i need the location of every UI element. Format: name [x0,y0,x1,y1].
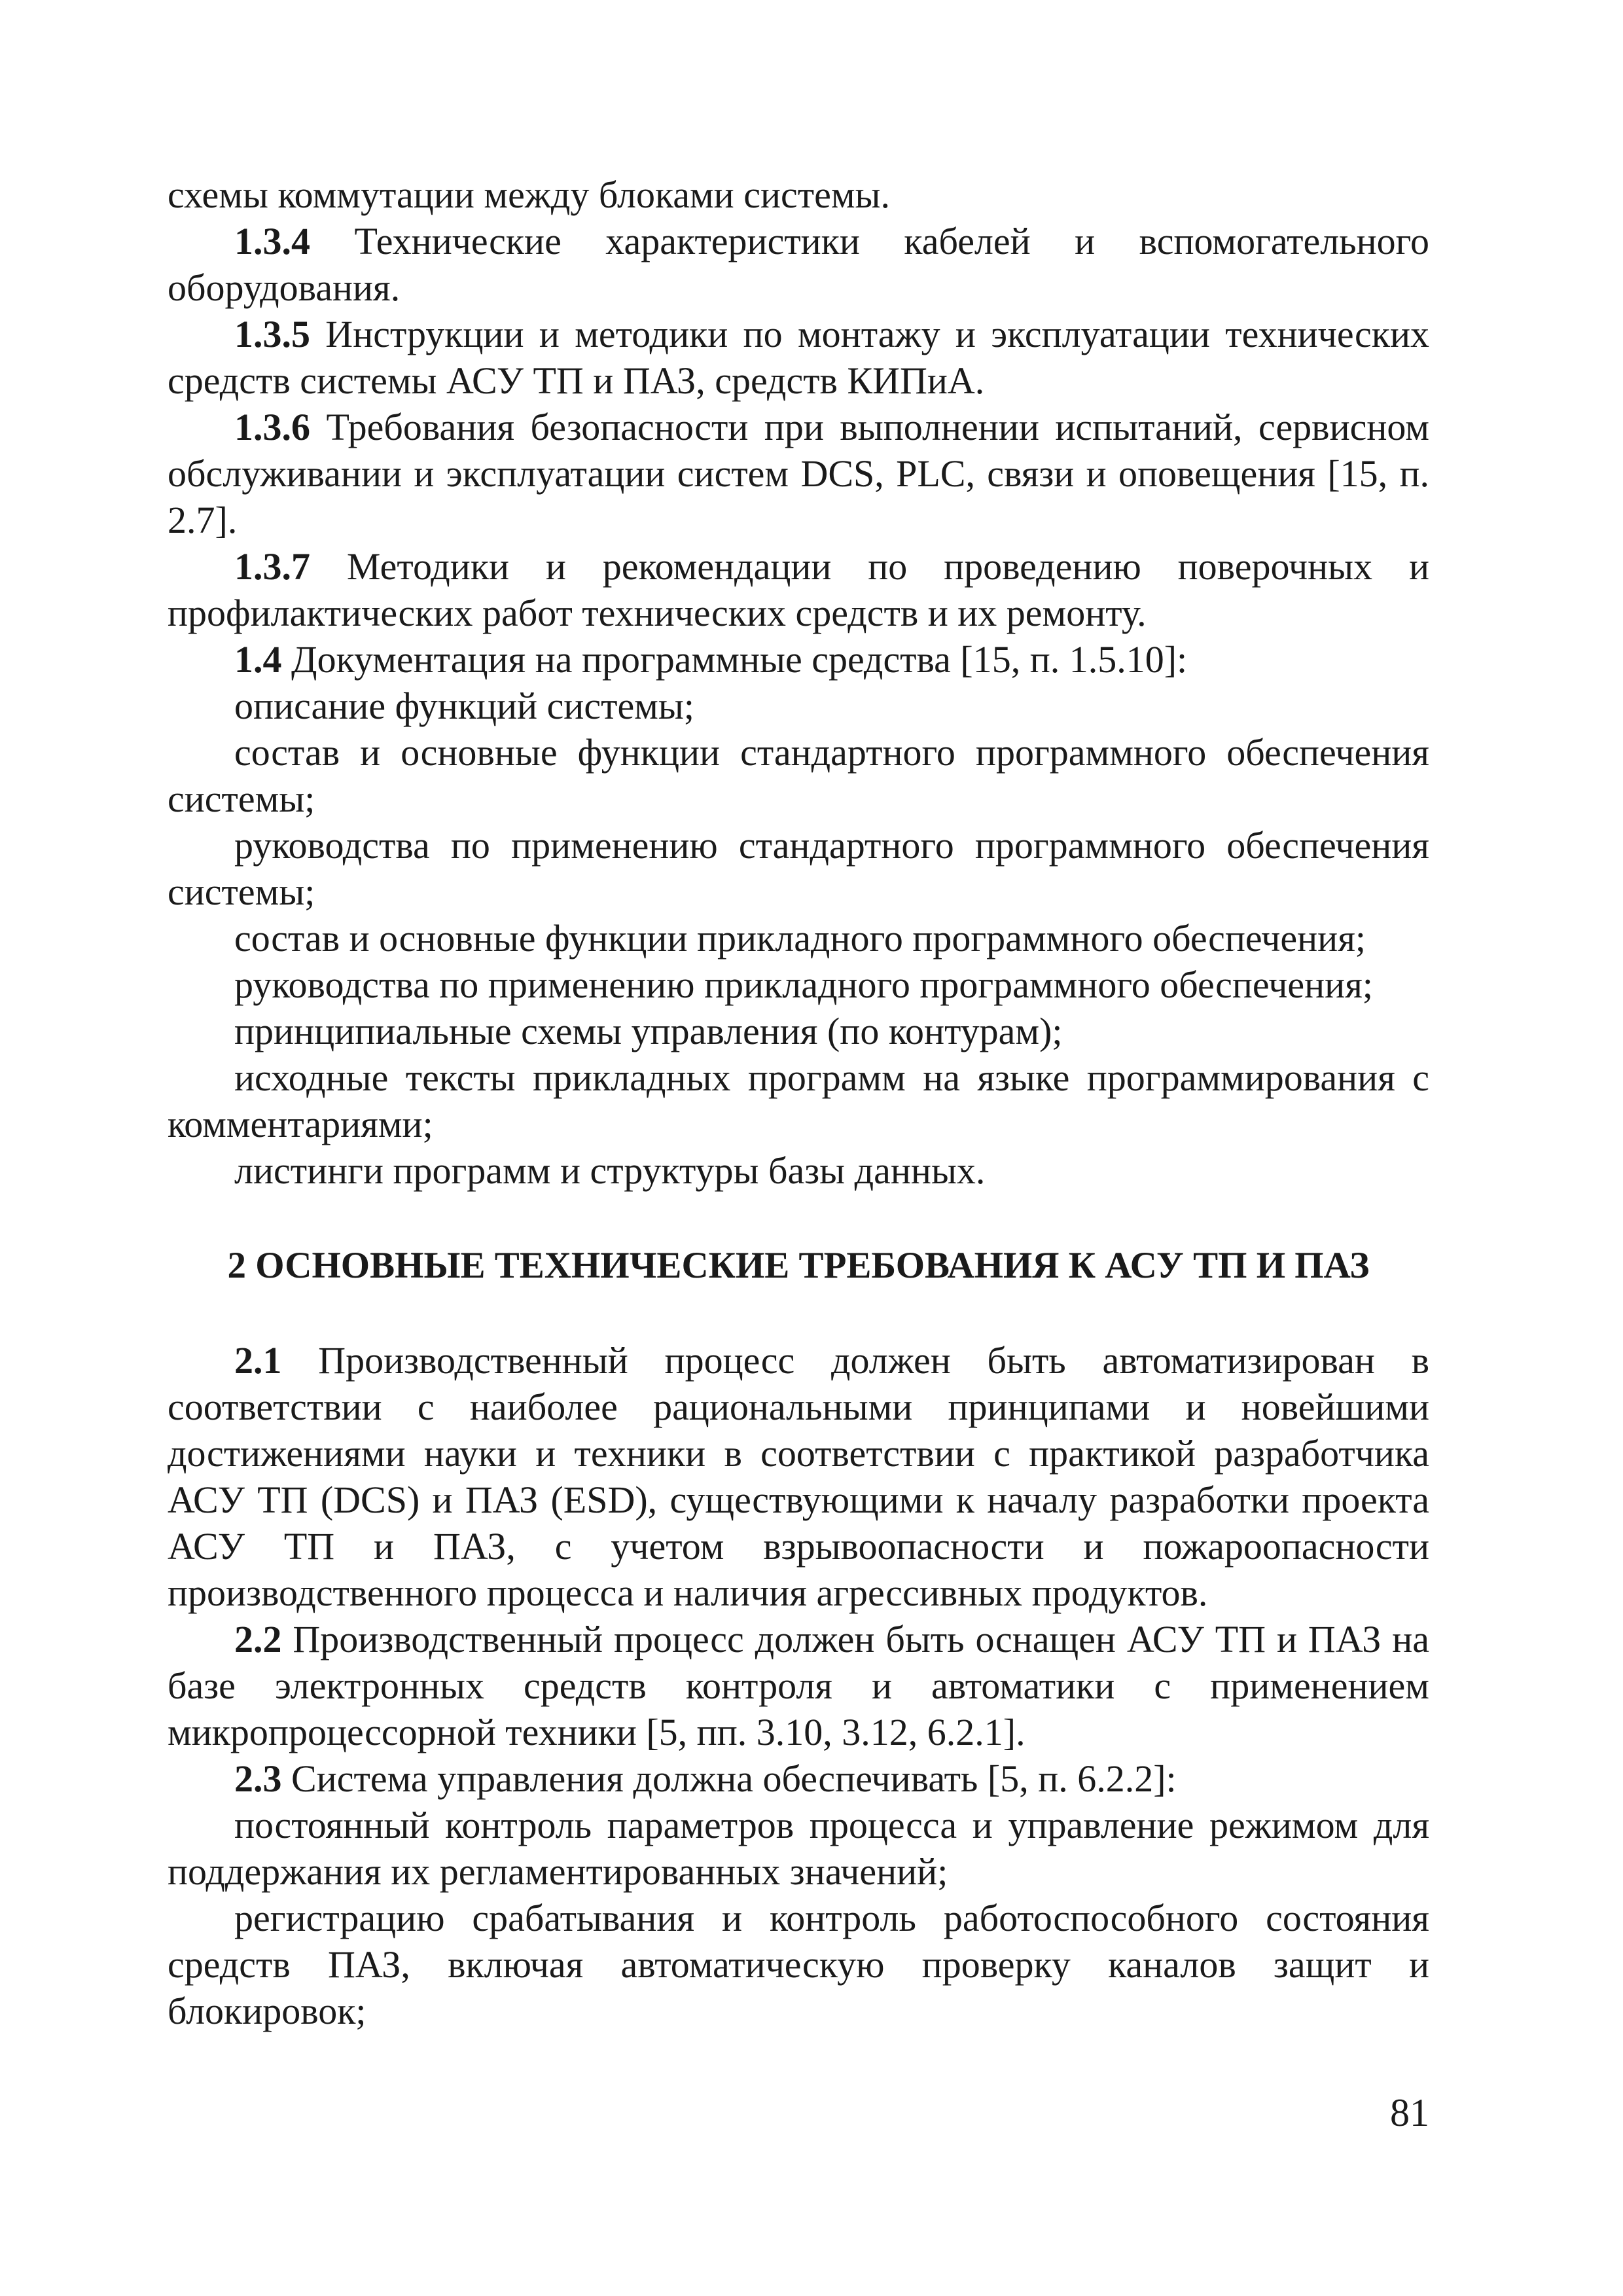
body-text [168,171,1429,2034]
paragraph [168,961,1429,1008]
paragraph-text: описание функций системы; [234,685,694,727]
clause-number: 2.3 [234,1757,282,1800]
paragraph [168,218,1429,311]
paragraph-text: регистрацию срабатывания и контроль работоспособного состояния средств ПАЗ, включая автоматическую проверку каналов защит и блокировок; [168,1897,1429,2032]
paragraph [168,822,1429,915]
paragraph [168,729,1429,822]
paragraph [168,1755,1429,1802]
paragraph-text: Инструкции и методики по монтажу и эксплуатации технических средств системы АСУ ТП и ПАЗ, средств КИПиА. [168,313,1429,402]
clause-number: 1.3.6 [234,406,310,448]
paragraph-text: постоянный контроль параметров процесса и управление режимом для поддержания их регламентированных значений; [168,1804,1429,1893]
paragraph-text: руководства по применению стандартного программного обеспечения системы; [168,824,1429,913]
paragraph [168,683,1429,729]
paragraph [168,171,1429,218]
paragraph-text: состав и основные функции прикладного программного обеспечения; [234,917,1366,960]
paragraph [168,1008,1429,1054]
paragraph-text: Методики и рекомендации по проведению поверочных и профилактических работ технических средств и их ремонту. [168,545,1429,634]
paragraphs-before-heading [168,171,1429,1194]
paragraph-text: Производственный процесс должен быть оснащен АСУ ТП и ПАЗ на базе электронных средств контроля и автоматики с применением микропроцессорной техники [5, пп. 3.10, 3.12, 6.2.1]. [168,1618,1429,1753]
paragraphs-after-heading [168,1337,1429,2034]
paragraph [168,1802,1429,1895]
paragraph-text: Технические характеристики кабелей и вспомогательного оборудования. [168,220,1429,309]
clause-number: 1.3.4 [234,220,310,262]
paragraph-text: состав и основные функции стандартного программного обеспечения системы; [168,731,1429,820]
paragraph-text: руководства по применению прикладного программного обеспечения; [234,963,1373,1006]
paragraph-text: Производственный процесс должен быть автоматизирован в соответствии с наиболее рациональными принципами и новейшими достижениями науки и техники в соответствии с практикой разработчика АСУ ТП (DCS) и ПАЗ (ESD), существующими к началу разработки проекта АСУ ТП и ПАЗ, с учетом взрывоопасности и пожароопасности производственного процесса и наличия агрессивных продуктов. [168,1339,1429,1614]
paragraph [168,1337,1429,1616]
paragraph [168,543,1429,636]
paragraph [168,915,1429,961]
clause-number: 1.4 [234,638,282,681]
paragraph-text: Система управления должна обеспечивать [5, п. 6.2.2]: [281,1757,1177,1800]
paragraph [168,1054,1429,1147]
clause-number: 2.2 [234,1618,282,1660]
paragraph-text: принципиальные схемы управления (по контурам); [234,1010,1063,1052]
paragraph-text: схемы коммутации между блоками системы. [168,173,891,216]
paragraph [168,1147,1429,1194]
paragraph [168,636,1429,683]
clause-number: 1.3.5 [234,313,310,355]
paragraph [168,404,1429,543]
paragraph-text: листинги программ и структуры базы данных. [234,1149,986,1192]
paragraph-text: исходные тексты прикладных программ на языке программирования с комментариями; [168,1056,1429,1145]
paragraph [168,1616,1429,1755]
paragraph [168,1895,1429,2034]
paragraph-text: Документация на программные средства [15, п. 1.5.10]: [281,638,1188,681]
paragraph [168,311,1429,404]
paragraph-text: Требования безопасности при выполнении испытаний, сервисном обслуживании и эксплуатации систем DCS, PLC, связи и оповещения [15, п. 2.7]. [168,406,1429,541]
section-heading: 2 ОСНОВНЫЕ ТЕХНИЧЕСКИЕ ТРЕБОВАНИЯ К АСУ ТП И ПАЗ [227,1245,1370,1286]
page-number: 81 [1390,2091,1429,2134]
clause-number: 2.1 [234,1339,282,1382]
clause-number: 1.3.7 [234,545,310,588]
